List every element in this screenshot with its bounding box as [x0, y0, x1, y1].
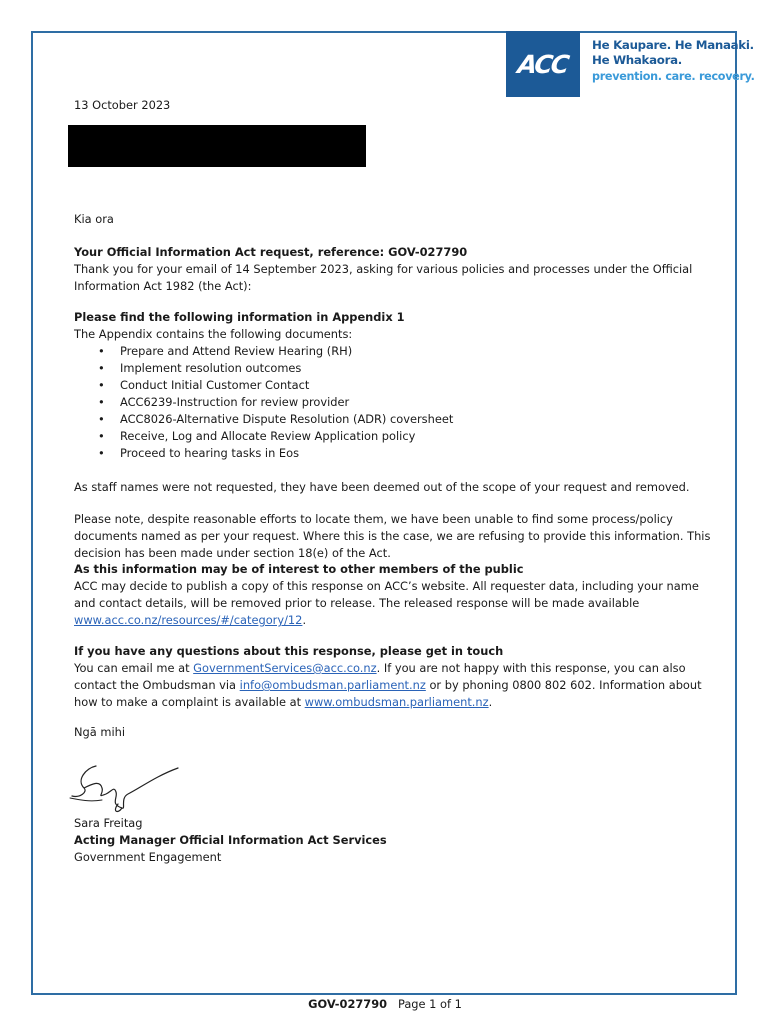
publish-heading: As this information may be of interest to other members of the public: [74, 562, 524, 576]
letter-date: 13 October 2023: [74, 98, 171, 112]
list-item: • Receive, Log and Allocate Review Application policy: [74, 428, 714, 445]
signoff: Ngā mihi: [74, 725, 125, 739]
handwritten-signature: [66, 758, 186, 818]
greeting: Kia ora: [74, 212, 114, 226]
questions-text-1: You can email me at: [74, 661, 194, 675]
list-item: • ACC6239-Instruction for review provider: [74, 394, 714, 411]
staff-names-paragraph: As staff names were not requested, they have been deemed out of the scope of your request and removed.: [74, 480, 690, 494]
questions-section: [74, 643, 714, 711]
list-item: • Implement resolution outcomes: [74, 360, 714, 377]
government-services-email-link[interactable]: GovernmentServices@acc.co.nz: [193, 661, 377, 675]
questions-text-2: . If you are not happy with this response, you can also contact the Ombudsman via: [74, 661, 686, 692]
appendix-intro: The Appendix contains the following documents:: [74, 327, 353, 341]
document-list: [74, 343, 714, 462]
subject-heading: Your Official Information Act request, reference: GOV-027790: [74, 245, 468, 259]
list-item: • Proceed to hearing tasks in Eos: [74, 445, 714, 462]
tagline-maori-2: He Whakaora.: [592, 53, 682, 67]
appendix-heading: Please find the following information in Appendix 1: [74, 310, 405, 324]
questions-paragraph: [74, 660, 714, 711]
intro-paragraph: Thank you for your email of 14 September 2023, asking for various policies and processes under the Official Information Act 1982 (the Act):: [74, 262, 693, 293]
footer-page-number: Page 1 of 1: [397, 997, 462, 1011]
redacted-address: [68, 125, 366, 167]
page-footer: [0, 996, 770, 1013]
acc-logo: [506, 31, 580, 97]
acc-category-link[interactable]: www.acc.co.nz/resources/#/category/12: [74, 613, 303, 627]
ombudsman-email-link[interactable]: info@ombudsman.parliament.nz: [239, 678, 426, 692]
questions-text-3: or by phoning 0800 802 602. Information about how to make a complaint is available at: [74, 678, 702, 709]
tagline-maori-1: He Kaupare. He Manaaki.: [592, 38, 754, 52]
questions-text-4: .: [488, 695, 493, 709]
sender-team: Government Engagement: [74, 850, 222, 864]
sender-block: [74, 815, 714, 866]
tagline: [592, 38, 755, 84]
request-section: [74, 244, 714, 295]
publish-text: ACC may decide to publish a copy of this response on ACC’s website. All requester data, including your name and contact details, will be removed prior to release. The released response will be made available: [74, 579, 699, 610]
appendix-section: [74, 309, 714, 462]
list-item: • Conduct Initial Customer Contact: [74, 377, 714, 394]
ombudsman-website-link[interactable]: www.ombudsman.parliament.nz: [304, 695, 489, 709]
sender-name: Sara Freitag: [74, 816, 143, 830]
publish-section: [74, 561, 714, 629]
questions-heading: If you have any questions about this response, please get in touch: [74, 644, 504, 658]
list-item: • ACC8026-Alternative Dispute Resolution (ADR) coversheet: [74, 411, 714, 428]
publish-end: .: [302, 613, 307, 627]
refusal-paragraph: Please note, despite reasonable efforts to locate them, we have been unable to find some process/policy documents named as per your request. Where this is the case, we are refusing to provide this information. This decision has been made under section 18(e) of the Act.: [74, 512, 711, 560]
list-item: • Prepare and Attend Review Hearing (RH): [74, 343, 714, 360]
tagline-english: prevention. care. recovery.: [592, 70, 755, 83]
footer-reference: GOV-027790: [308, 997, 388, 1011]
sender-title: Acting Manager Official Information Act Services: [74, 833, 387, 847]
acc-logo-text: ACC: [516, 49, 570, 79]
publish-paragraph: [74, 578, 714, 629]
